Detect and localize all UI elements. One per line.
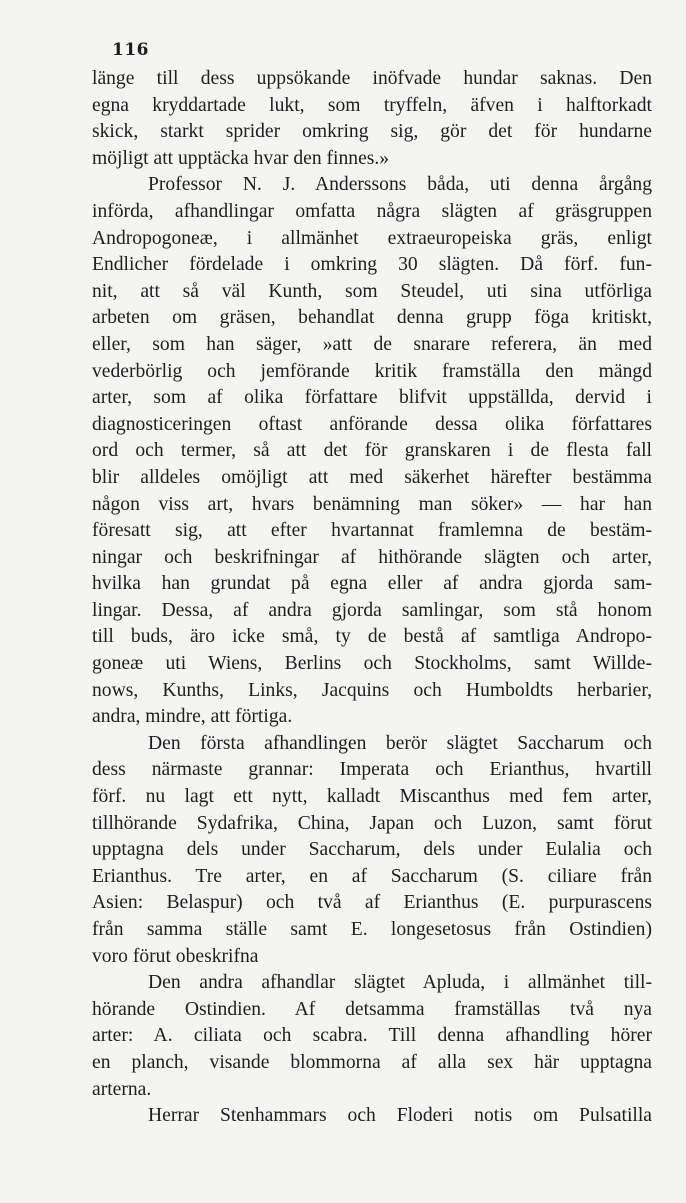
text-line: arterna. <box>92 1078 152 1100</box>
text-line: arbeten om gräsen, behandlat denna grupp föga kritiskt, <box>92 307 652 329</box>
text-line: Andropogoneæ, i allmänhet extraeuropeiska gräs, enligt <box>92 227 652 249</box>
text-line: ningar och beskrifningar af hithörande slägten och arter, <box>92 546 652 568</box>
text-line: upptagna dels under Saccharum, dels under Eulalia och <box>92 839 652 861</box>
body-text <box>92 66 652 1130</box>
text-line: lingar. Dessa, af andra gjorda samlingar, som stå honom <box>92 599 652 621</box>
text-line: egna kryddartade lukt, som tryffeln, äfven i halftorkadt <box>92 94 652 116</box>
page-number: 116 <box>112 40 149 60</box>
text-line: voro förut obeskrifna <box>92 945 259 967</box>
text-line: eller, som han säger, »att de snarare referera, än med <box>92 333 652 355</box>
text-line: blir alldeles omöjligt att med säkerhet härefter bestämma <box>92 466 652 488</box>
text-line: Den första afhandlingen berör slägtet Saccharum och <box>148 732 652 754</box>
text-line: arter: A. ciliata och scabra. Till denna afhandling hörer <box>92 1025 652 1047</box>
text-line: Professor N. J. Anderssons båda, uti denna årgång <box>148 174 652 196</box>
text-line: Herrar Stenhammars och Floderi notis om Pulsatilla <box>148 1105 652 1127</box>
text-line: Endlicher fördelade i omkring 30 slägten. Då förf. fun- <box>92 254 652 276</box>
text-line: från samma ställe samt E. longesetosus från Ostindien) <box>92 919 652 940</box>
text-line: Asien: Belaspur) och två af Erianthus (E. purpurascens <box>92 892 652 914</box>
text-line: till buds, äro icke små, ty de bestå af samtliga Andropo- <box>92 626 652 648</box>
text-line: länge till dess uppsökande inöfvade hundar saknas. Den <box>92 68 652 89</box>
text-line: förf. nu lagt ett nytt, kalladt Miscanthus med fem arter, <box>92 786 652 808</box>
text-line: vederbörlig och jemförande kritik framställa den mängd <box>92 360 652 382</box>
text-line: nit, att så väl Kunth, som Steudel, uti sina utförliga <box>92 280 652 302</box>
text-line: tillhörande Sydafrika, China, Japan och Luzon, samt förut <box>92 812 652 834</box>
text-line: goneæ uti Wiens, Berlins och Stockholms, samt Willde- <box>92 653 652 675</box>
text-line: skick, starkt sprider omkring sig, gör det för hundarne <box>92 121 652 143</box>
text-line: ord och termer, så att det för granskaren i de flesta fall <box>92 440 652 462</box>
text-line: nows, Kunths, Links, Jacquins och Humboldts herbarier, <box>92 679 652 701</box>
text-line: möjligt att upptäcka hvar den finnes.» <box>92 147 390 169</box>
text-line: hörande Ostindien. Af detsamma framställas två nya <box>92 998 652 1020</box>
text-line: en planch, visande blommorna af alla sex här upptagna <box>92 1051 652 1073</box>
text-line: arter, som af olika författare blifvit uppställda, dervid i <box>92 387 652 409</box>
text-line: införda, afhandlingar omfatta några slägten af gräsgruppen <box>92 200 652 222</box>
text-line: andra, mindre, att förtiga. <box>92 706 293 728</box>
text-line: Erianthus. Tre arter, en af Saccharum (S. ciliare från <box>92 865 652 887</box>
text-line: diagnosticeringen oftast anförande dessa olika författares <box>92 413 652 435</box>
text-line: dess närmaste grannar: Imperata och Erianthus, hvartill <box>92 759 652 781</box>
text-line: någon viss art, hvars benämning man söker» — har han <box>92 493 652 515</box>
text-line: föresatt sig, att efter hvartannat framlemna de bestäm- <box>92 520 652 542</box>
text-line: hvilka han grundat på egna eller af andra gjorda sam- <box>92 573 652 595</box>
text-line: Den andra afhandlar slägtet Apluda, i allmänhet till- <box>148 972 652 994</box>
